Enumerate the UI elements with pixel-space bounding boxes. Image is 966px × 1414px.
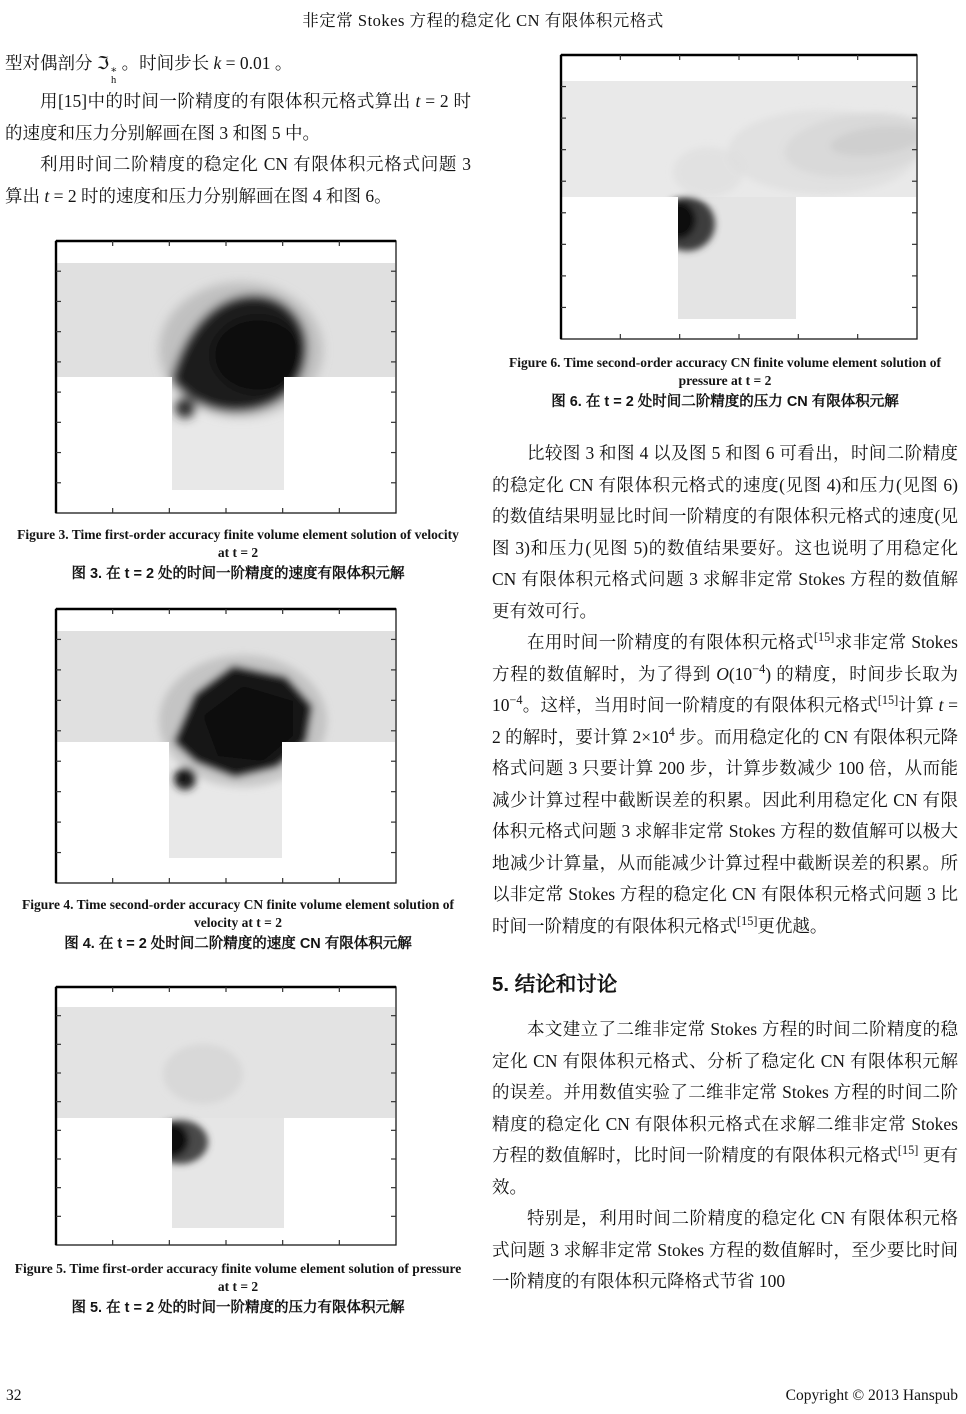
paragraph: 型对偶剖分 ℑ ∗ h 。时间步长 k = 0.01 。	[5, 53, 293, 87]
figure-3-caption-cn: 图 3. 在 t = 2 处的时间一阶精度的速度有限体积元解	[71, 566, 405, 583]
contour-plot-pressure-second-order	[558, 52, 920, 342]
contour-plot-velocity-second-order	[53, 606, 399, 886]
figure-4-caption-en: Figure 4. Time second-order accuracy CN finite volume element solution of velocity at t = 2	[21, 897, 455, 930]
page-footer	[0, 1387, 966, 1405]
figure-3-caption-en: Figure 3. Time first-order accuracy finite volume element solution of velocity at t = 2	[17, 527, 459, 560]
figure-6-caption-en: Figure 6. Time second-order accuracy CN finite volume element solution of pressure at t = 2	[508, 355, 942, 388]
figure-5-caption-cn: 图 5. 在 t = 2 处的时间一阶精度的压力有限体积元解	[71, 1300, 405, 1317]
paragraph: 用[15]中的时间一阶精度的有限体积元格式算出 t = 2 时的速度和压力分别解画在图 3 和图 5 中。	[5, 91, 472, 143]
figure-4-caption-cn: 图 4. 在 t = 2 处时间二阶精度的速度 CN 有限体积元解	[64, 936, 412, 953]
contour-plot-velocity-first-order	[53, 238, 399, 516]
figure-6	[492, 52, 958, 412]
paragraph: 在用时间一阶精度的有限体积元格式[15]求非定常 Stokes 方程的数值解时，为了得到 $O(10^{-4})$ 的精度，时间步长取为$10^{-4}$。这样，当用时间一阶精度的有限体积元格式[15]计算 t = 2 的解时，要计算 $2\times 10^4$ 步。而用稳定化的 CN 有限体积元降格式问题 3 只要计算 200 步，计算步数减少 100 倍，从而能减少计算过程中截断误差的积累。因此利用稳定化 CN 有限体积元格式问题 3 求解非定常 Stokes 方程的数值解可以极大地减少计算量，从而能减少计算过程中截断误差的积累。所以非定常 Stokes 方程的稳定化 CN 有限体积元格式问题 3 比时间一阶精度的有限体积元格式[15]更优越。	[492, 630, 959, 936]
section-heading: 5. 结论和讨论	[492, 973, 618, 996]
contour-plot-pressure-first-order	[53, 984, 399, 1248]
paragraph: 利用时间二阶精度的稳定化 CN 有限体积元格式问题 3 算出 t = 2 时的速度和压力分别解画在图 4 和图 6。	[5, 154, 471, 206]
figure-3	[5, 238, 471, 584]
right-column	[492, 48, 958, 1340]
figure-4-caption	[5, 896, 471, 954]
figure-4	[5, 606, 471, 954]
paragraph: 本文建立了二维非定常 Stokes 方程的时间二阶精度的稳定化 CN 有限体积元格式、分析了稳定化 CN 有限体积元解的误差。并用数值实验了二维非定常 Stokes 方程的时间二阶精度的稳定化 CN 有限体积元格式在求解二维非定常 Stokes 方程的数值解时，比时间一阶精度的有限体积元格式[15] 更有效。	[492, 1019, 958, 1197]
figure-5	[5, 984, 471, 1318]
figure-5-caption	[5, 1260, 471, 1318]
two-column-layout	[0, 48, 966, 1340]
paragraph: 特别是，利用时间二阶精度的稳定化 CN 有限体积元格式问题 3 求解非定常 Stokes 方程的数值解时，至少要比时间一阶精度的有限体积元降格式节省 100	[492, 1208, 958, 1291]
figure-6-caption	[492, 354, 958, 412]
running-title: 非定常 Stokes 方程的稳定化 CN 有限体积元格式	[302, 11, 664, 30]
figure-6-caption-cn: 图 6. 在 t = 2 处时间二阶精度的压力 CN 有限体积元解	[551, 394, 899, 410]
copyright-notice: Copyright © 2013 Hanspub	[785, 1387, 958, 1404]
figure-3-caption	[5, 526, 471, 584]
paragraph: 比较图 3 和图 4 以及图 5 和图 6 可看出，时间二阶精度的稳定化 CN 有限体积元格式的速度(见图 4)和压力(见图 6)的数值结果明显比时间一阶精度的有限体积元格式的速度(见图 3)和压力(见图 5)的数值结果要好。这也说明了用稳定化 CN 有限体积元格式问题 3 求解非定常 Stokes 方程的数值解更有效可行。	[492, 443, 958, 621]
figure-5-caption-en: Figure 5. Time first-order accuracy finite volume element solution of pressure at t = 2	[14, 1261, 462, 1294]
left-column	[5, 48, 471, 1340]
page-number: 32	[6, 1387, 22, 1404]
